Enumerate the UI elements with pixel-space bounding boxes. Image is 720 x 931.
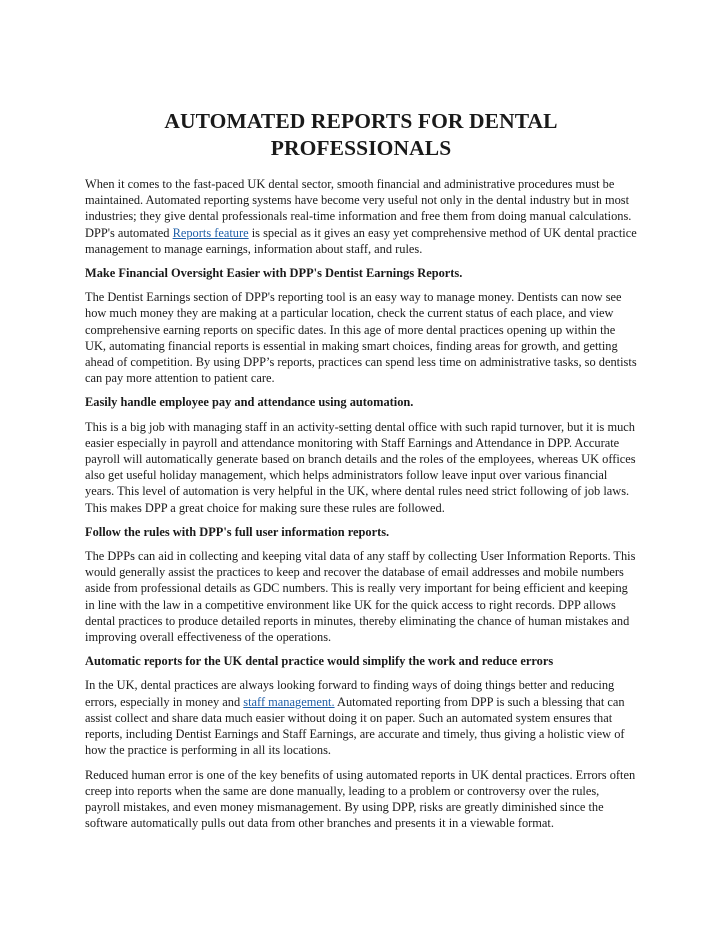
automatic-text-start: In the UK, dental practices are always looking forward to finding ways of doing things better and reducing errors, especially in money and [85, 678, 615, 709]
earnings-paragraph: The Dentist Earnings section of DPP's reporting tool is an easy way to manage money. Dentists can now see how much money they are making at a particular location, check the current status of each place, and view comprehensive earning reports on specific dates. In this age of more dental practices opening up within the UK, automating financial reports is essential in making smart choices, finding areas for growth, and getting ahead of competition. By using DPP’s reports, practices can spend less time on administrative tasks, so dentists can pay more attention to patient care. [85, 290, 637, 386]
document-page [85, 108, 637, 839]
human-error-paragraph: Reduced human error is one of the key benefits of using automated reports in UK dental practices. Errors often creep into reports when the same are done manually, leading to a problem or controversy over the rules, payroll mistakes, and even money mismanagement. By using DPP, risks are greatly diminished since the software automatically pulls out data from other branches and presents it in a viewable format. [85, 767, 636, 831]
automatic-reports-heading: Automatic reports for the UK dental practice would simplify the work and reduce errors [85, 654, 554, 669]
earnings-heading: Make Financial Oversight Easier with DPP's Dentist Earnings Reports. [85, 266, 463, 281]
intro-text-start: When it comes to the fast-paced UK dental sector, smooth financial and administrative procedures must be maintained. Automated reporting systems have become very useful not only in the dental industry but in most industries; they give dental professionals real-time information and free them from doing manual calculations. DPP's automated [85, 177, 632, 240]
automatic-text-end: Automated reporting from DPP is such a blessing that can assist collect and share data much easier without doing it on paper. Such an automated system ensures that reports, including Dentist Earnings and Staff Earnings, are accurate and timely, thus giving a holistic view of how the practice is performing in all its locations. [85, 694, 625, 758]
automatic-reports-paragraph [85, 677, 637, 758]
staff-management-link[interactable]: staff management. [243, 694, 335, 709]
employee-heading: Easily handle employee pay and attendance using automation. [85, 395, 414, 410]
intro-paragraph [85, 176, 637, 257]
intro-text-end: is special as it gives an easy yet comprehensive method of UK dental practice management to manage earnings, information about staff, and rules. [85, 225, 637, 256]
employee-paragraph: This is a big job with managing staff in an activity-setting dental office with such rapid turnover, but it is much easier especially in payroll and attendance monitoring with Staff Earnings and Attendance in DPP. Accurate payroll will automatically generate based on branch details and the roles of the employees, whereas UK offices also get useful holiday management, which helps administrators follow leave input over various financial years. This level of automation is very helpful in the UK, where dental rules need strict following of job laws. This makes DPP a great choice for making sure these rules are followed. [85, 419, 636, 515]
user-info-paragraph: The DPPs can aid in collecting and keeping vital data of any staff by collecting User Information Reports. This would generally assist the practices to keep and recover the database of email addresses and mobile numbers aside from professional details as GDC numbers. This is really very important for being efficient and keeping in line with the law in a competitive environment like UK for the quick access to right records. DPP allows dental practices to produce detailed reports in minutes, thereby eliminating the chance of human mistakes and improving overall effectiveness of the operations. [85, 549, 636, 645]
reports-feature-link[interactable]: Reports feature [172, 225, 249, 240]
page-title: AUTOMATED REPORTS FOR DENTAL PROFESSIONALS [164, 109, 558, 160]
user-info-heading: Follow the rules with DPP's full user information reports. [85, 524, 390, 539]
